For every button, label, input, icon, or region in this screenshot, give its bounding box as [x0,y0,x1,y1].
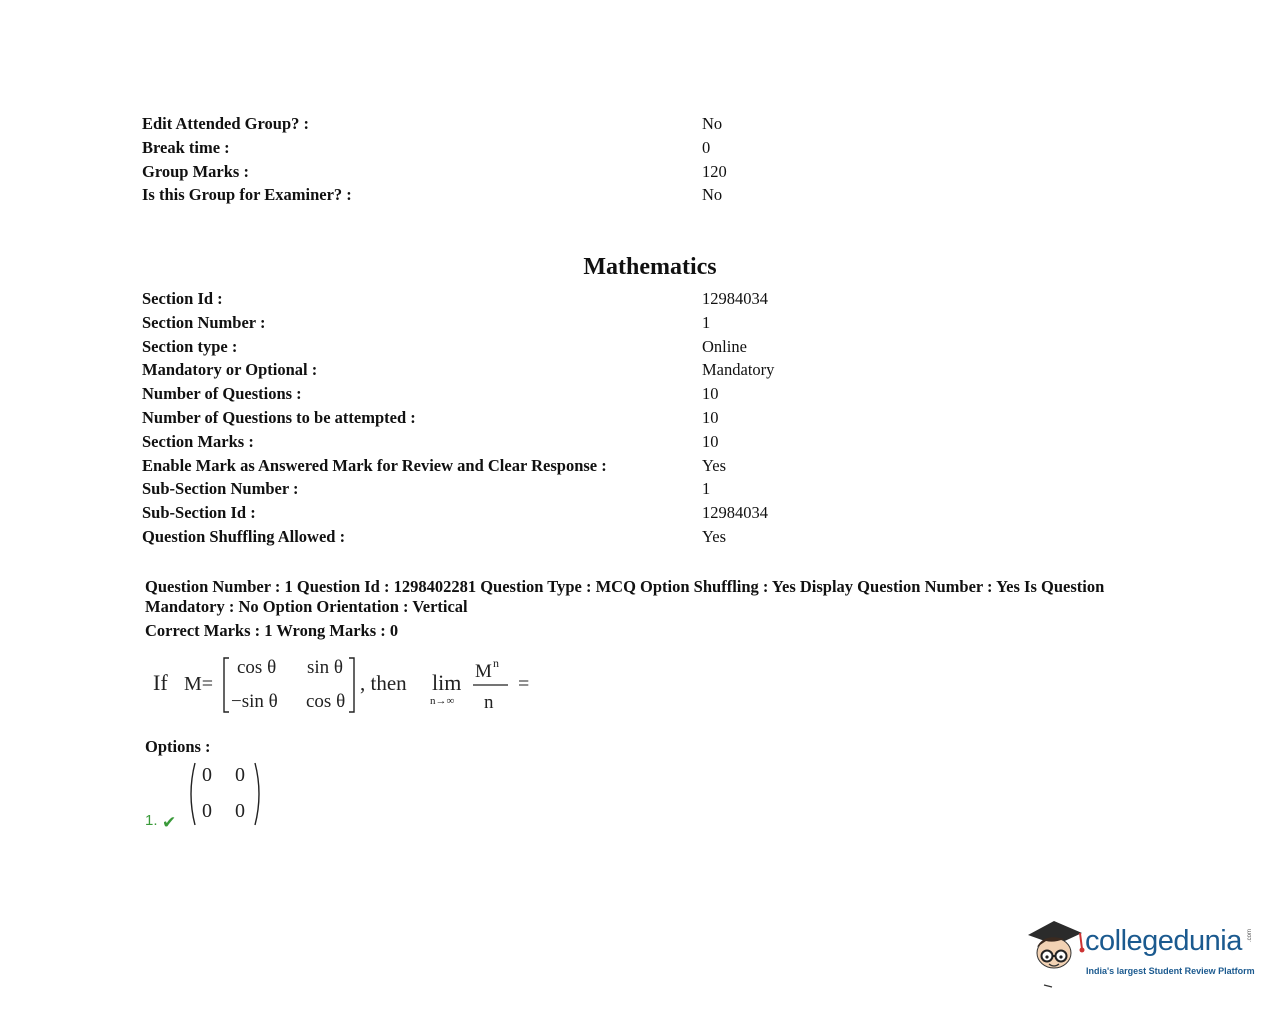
field-label: Break time : [142,137,230,157]
field-label: Section Number : [142,312,266,332]
field-value: No [702,114,723,133]
matrix-right-paren [255,763,259,825]
matrix-cell: cos θ [237,657,277,678]
matrix-cell: 0 [202,800,212,822]
logo-brand: collegedunia [1085,925,1242,957]
section-info-row [142,525,1042,549]
formula-svg [148,650,548,720]
field-value: Mandatory [702,360,775,380]
group-info-row [142,160,1042,184]
option-number: 1. [145,812,158,829]
section-title: Mathematics [583,254,717,280]
field-value: 10 [702,384,719,404]
matrix-cell: 0 [235,800,245,822]
question-formula [148,650,548,720]
section-info-row [142,454,1042,478]
formula-lim: lim [432,670,462,695]
option-matrix-svg [185,758,265,830]
group-info-row [142,183,1042,207]
field-label: Section Marks : [142,431,254,451]
group-info-list [142,112,1042,207]
matrix-cell: 0 [235,764,245,786]
section-info-list [142,287,1042,549]
field-value: Yes [702,455,727,475]
matrix-cell: 0 [202,764,212,786]
question-marks: Correct Marks : 1 Wrong Marks : 0 [145,621,399,640]
field-value: 0 [702,137,711,157]
formula-numerator: M [475,661,492,682]
group-info-row [142,136,1042,160]
formula-if: If [153,670,168,695]
field-value: 10 [702,431,719,451]
matrix-cell: cos θ [306,691,346,712]
mascot-icon [1024,917,1088,989]
matrix-left-bracket [224,658,229,712]
matrix-cell: −sin θ [231,691,278,712]
formula-numerator-sup: n [493,656,499,670]
field-value: 12984034 [702,289,768,308]
section-info-row [142,477,1042,501]
field-label: Section Id : [142,289,223,308]
logo-dotcom: .com [1247,928,1253,942]
section-info-row [142,335,1042,359]
field-value: 1 [702,479,711,499]
section-info-row [142,430,1042,454]
section-info-row [142,311,1042,335]
section-info-row [142,501,1042,525]
matrix-cell: sin θ [307,657,344,678]
field-label: Mandatory or Optional : [142,360,318,380]
option-1[interactable] [145,758,275,833]
field-label: Is this Group for Examiner? : [142,185,352,205]
field-label: Section type : [142,336,238,356]
options-label: Options : [145,737,211,756]
section-info-row [142,406,1042,430]
field-label: Sub-Section Id : [142,503,256,523]
field-label: Number of Questions : [142,384,302,404]
field-value: 120 [702,161,727,181]
field-value: Yes [702,526,727,546]
field-label: Edit Attended Group? : [142,114,310,133]
section-info-row [142,287,1042,311]
formula-lim-sub: n→∞ [430,695,455,707]
field-label: Group Marks : [142,161,249,181]
field-value: 1 [702,312,711,332]
field-value: Online [702,336,747,356]
collegedunia-logo [1024,917,1264,989]
field-label: Number of Questions to be attempted : [142,407,416,427]
field-label: Sub-Section Number : [142,479,299,499]
group-info-row [142,112,1042,136]
field-label: Enable Mark as Answered Mark for Review and Clear Response : [142,455,607,475]
field-value: 10 [702,407,719,427]
formula-then: , then [360,671,407,695]
field-label: Question Shuffling Allowed : [142,526,346,546]
check-icon: ✔ [162,813,177,833]
matrix-left-paren [191,763,195,825]
section-info-row [142,358,1042,382]
section-info-row [142,382,1042,406]
field-value: 12984034 [702,503,768,523]
formula-equals: = [518,673,530,695]
formula-m-eq: M= [184,673,214,695]
formula-denominator: n [484,692,494,713]
matrix-right-bracket [349,658,354,712]
question-info: Question Number : 1 Question Id : 1298402281 Question Type : MCQ Option Shuffling : Yes Display Question Number : Yes Is Question Mandatory : No Option Orientation : Vertical [145,577,1105,616]
logo-tagline: India's largest Student Review Platform [1086,966,1255,976]
field-value: No [702,185,723,205]
